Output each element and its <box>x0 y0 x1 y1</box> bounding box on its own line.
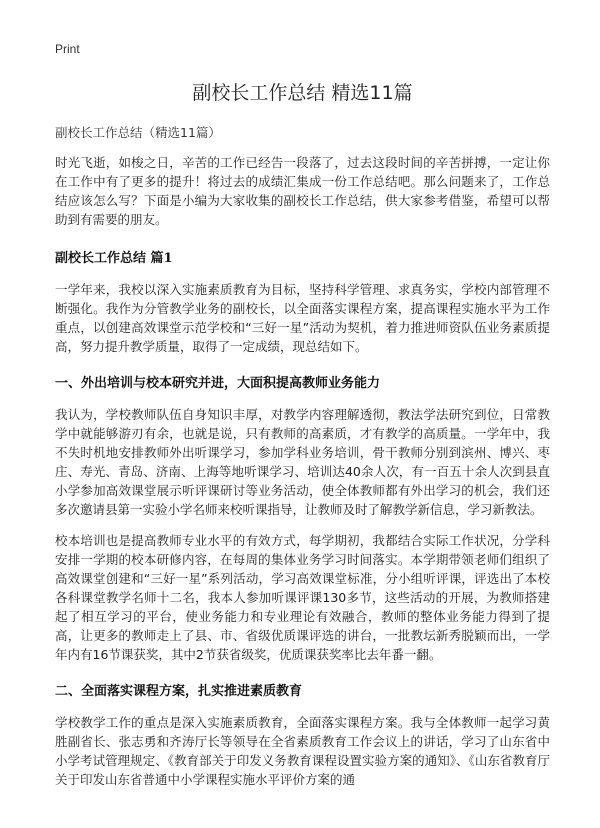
section1-paragraph: 一学年来，我校以深入实施素质教育为目标，坚持科学管理、求真务实，学校内部管理不断强化。我作为分管教学业务的副校长，以全面落实课程方案，提高课程实施水平为工作重点，以创建高效课堂示范学校和“三好一星”活动为契机，着力推进师资队伍业务素质提高，努力提升教学质量，取得了一定成绩，现总结如下。 <box>55 282 550 354</box>
intro-paragraph: 时光飞逝，如梭之日，辛苦的工作已经告一段落了，过去这段时间的辛苦拼搏，一定让你在工作中有了更多的提升！将过去的成绩汇集成一份工作总结吧。那么问题来了，工作总结应该怎么写？下面是小编为大家收集的副校长工作总结，供大家参考借鉴，希望可以帮助到有需要的朋友。 <box>55 155 550 227</box>
subsection-heading-1: 一、外出培训与校本研究并进，大面积提高教师业务能力 <box>55 376 381 391</box>
subsection1-paragraph-1: 我认为，学校教师队伍自身知识丰厚，对教学内容理解透彻，教法学法研究到位，日常教学中就能够游刃有余，也就是说，只有教师的高素质，才有教学的高质量。一学年中，我不失时机地安排教师外出听课学习，参加学科业务培训，骨干教师分别到滨州、博兴、枣庄、寿光、青岛、济南、上海等地听课学习、培训达40余人次，有一百五十余人次到县直小学参加高效课堂展示听评课研讨等业务活动，使全体教师都有外出学习的机会，我们还多次邀请县第一实验小学名师来校听课指导，让教师及时了解教学新信息，学习新教法。 <box>55 407 550 517</box>
print-link[interactable]: Print <box>55 42 80 56</box>
subsection1-paragraph-2: 校本培训也是提高教师专业水平的有效方式，每学期初，我都结合实际工作状况，分学科安排一学期的校本研修内容，在每周的集体业务学习时间落实。本学期带领老师们组织了高效课堂创建和“三好一星”系列活动，学习高效课堂标准，分小组听评课，评选出了本校各科课堂教学名师十二名，我本人参加听课评课130多节，这些活动的开展，为教师搭建起了相互学习的平台，使业务能力和专业理论有效融合，教师的整体业务能力得到了提高，让更多的教师走上了县、市、省级优质课评选的讲台，一批教坛新秀脱颖而出，一学年内有16节课获奖，其中2节获省级奖，优质课获奖率比去年番一翻。 <box>55 533 550 662</box>
document-title: 副校长工作总结 精选11篇 <box>192 82 413 104</box>
document-page <box>55 42 550 801</box>
subsection-heading-2: 二、全面落实课程方案，扎实推进素质教育 <box>55 684 303 699</box>
section-heading-1: 副校长工作总结 篇1 <box>55 251 173 266</box>
document-subtitle: 副校长工作总结（精选11篇） <box>55 125 221 140</box>
subsection2-paragraph-1: 学校教学工作的重点是深入实施素质教育，全面落实课程方案。我与全体教师一起学习黄胜副省长、张志勇和齐涛厅长等领导在全省素质教育工作会议上的讲话，学习了山东省中小学考试管理规定、《教育部关于印发义务教育课程设置实验方案的通知》、《山东省教育厅关于印发山东省普通中小学课程实施水平评价方案的通 <box>55 715 550 787</box>
